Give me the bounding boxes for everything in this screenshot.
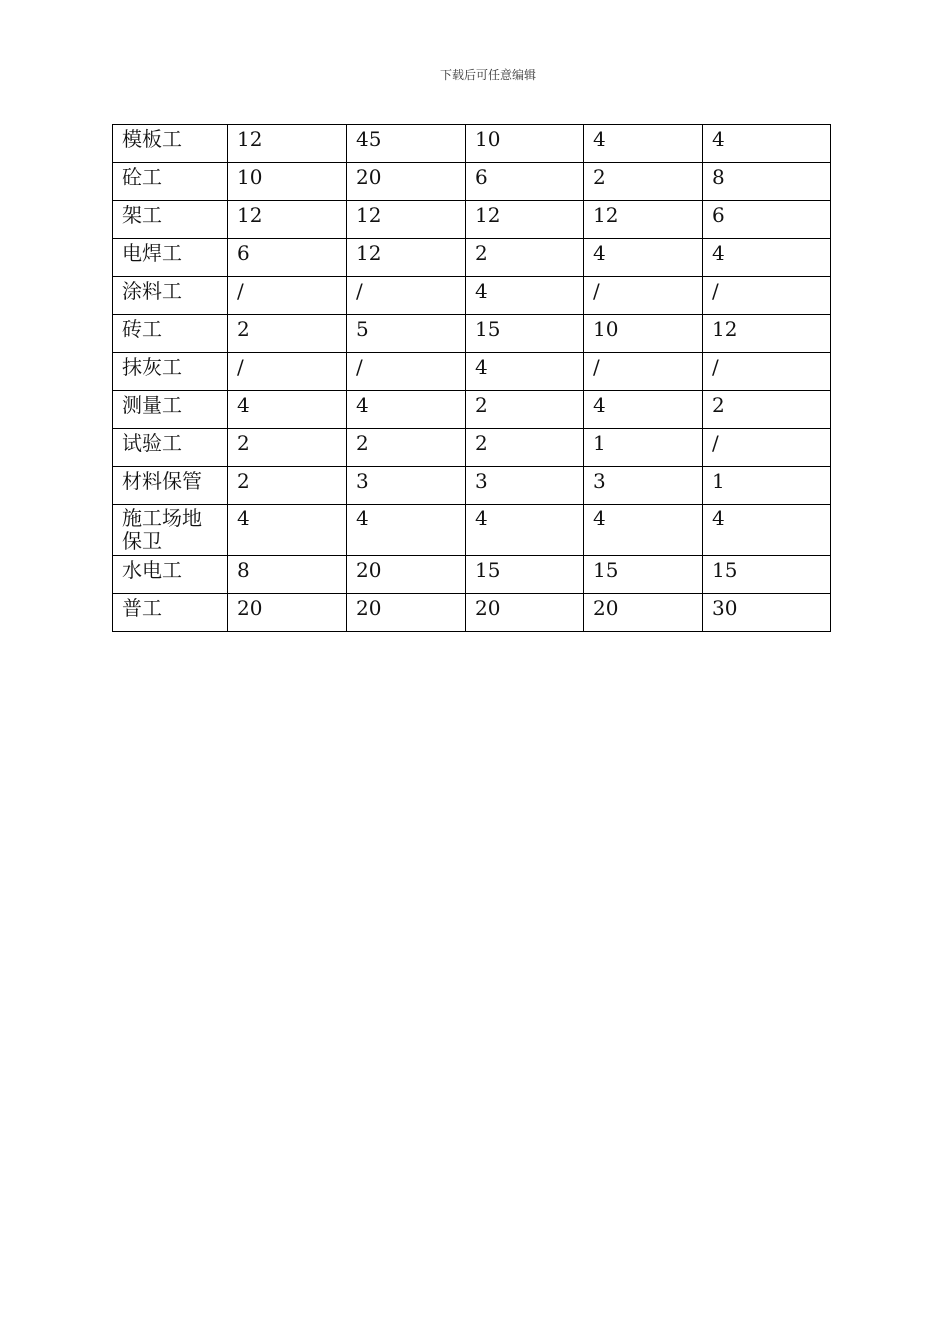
table-cell: / [584,353,703,391]
table-cell: 10 [584,315,703,353]
table-cell: 2 [347,429,466,467]
row-label: 模板工 [113,125,228,163]
table-cell: / [703,353,831,391]
table-cell: 15 [466,556,584,594]
table-cell: 3 [347,467,466,505]
table-cell: / [584,277,703,315]
table-cell: / [347,277,466,315]
table-cell: / [228,277,347,315]
table-cell: 2 [584,163,703,201]
table-cell: 4 [466,505,584,556]
table-cell: 6 [466,163,584,201]
row-label: 架工 [113,201,228,239]
table-cell: 12 [347,201,466,239]
row-label: 抹灰工 [113,353,228,391]
table-row [113,239,831,277]
table-cell: 20 [347,594,466,632]
table-cell: 1 [703,467,831,505]
table-row [113,429,831,467]
table-cell: 5 [347,315,466,353]
row-label: 试验工 [113,429,228,467]
table-cell: 2 [466,239,584,277]
table-cell: 30 [703,594,831,632]
row-label: 材料保管 [113,467,228,505]
table-cell: / [347,353,466,391]
table-cell: 8 [703,163,831,201]
table-cell: 4 [703,239,831,277]
row-label: 普工 [113,594,228,632]
table-cell: 4 [466,353,584,391]
row-label: 砼工 [113,163,228,201]
table-cell: 4 [703,125,831,163]
row-label: 水电工 [113,556,228,594]
table-cell: 3 [466,467,584,505]
table-row [113,391,831,429]
row-label: 砖工 [113,315,228,353]
table-cell: 2 [228,429,347,467]
table-cell: 45 [347,125,466,163]
table-cell: 20 [347,163,466,201]
table-cell: 4 [584,391,703,429]
table-cell: 10 [466,125,584,163]
table-row [113,277,831,315]
table-cell: 6 [228,239,347,277]
table-cell: / [228,353,347,391]
table-cell: 2 [466,391,584,429]
table-cell: 20 [228,594,347,632]
table-cell: 10 [228,163,347,201]
table-cell: 8 [228,556,347,594]
row-label: 电焊工 [113,239,228,277]
table-row [113,353,831,391]
table-row [113,505,831,556]
table-row [113,163,831,201]
table-cell: 3 [584,467,703,505]
table-row [113,315,831,353]
table-cell: 20 [347,556,466,594]
table-row [113,125,831,163]
table-cell: 20 [466,594,584,632]
labor-staffing-table [112,124,831,632]
row-label: 涂料工 [113,277,228,315]
table-cell: 4 [347,505,466,556]
table-cell: 4 [228,505,347,556]
table-cell: 12 [584,201,703,239]
table-cell: 2 [466,429,584,467]
table-cell: 2 [228,315,347,353]
table-cell: 12 [347,239,466,277]
table-cell: 1 [584,429,703,467]
table-cell: 4 [584,125,703,163]
table-cell: 4 [466,277,584,315]
table-cell: 4 [228,391,347,429]
table-row [113,556,831,594]
table-cell: 4 [584,505,703,556]
table-cell: 4 [347,391,466,429]
page-header-note: 下载后可任意编辑 [439,68,536,82]
table-cell: / [703,429,831,467]
table-row [113,201,831,239]
table-cell: 6 [703,201,831,239]
table-cell: 12 [703,315,831,353]
table-cell: 4 [584,239,703,277]
table-cell: 12 [228,125,347,163]
table-cell: 20 [584,594,703,632]
table-cell: 15 [466,315,584,353]
row-label: 施工场地保卫 [113,505,228,556]
table-row [113,594,831,632]
table-cell: 4 [703,505,831,556]
table-cell: / [703,277,831,315]
table-cell: 2 [228,467,347,505]
row-label: 测量工 [113,391,228,429]
table-cell: 2 [703,391,831,429]
table-row [113,467,831,505]
table-cell: 12 [228,201,347,239]
table-cell: 12 [466,201,584,239]
table-cell: 15 [703,556,831,594]
table-cell: 15 [584,556,703,594]
